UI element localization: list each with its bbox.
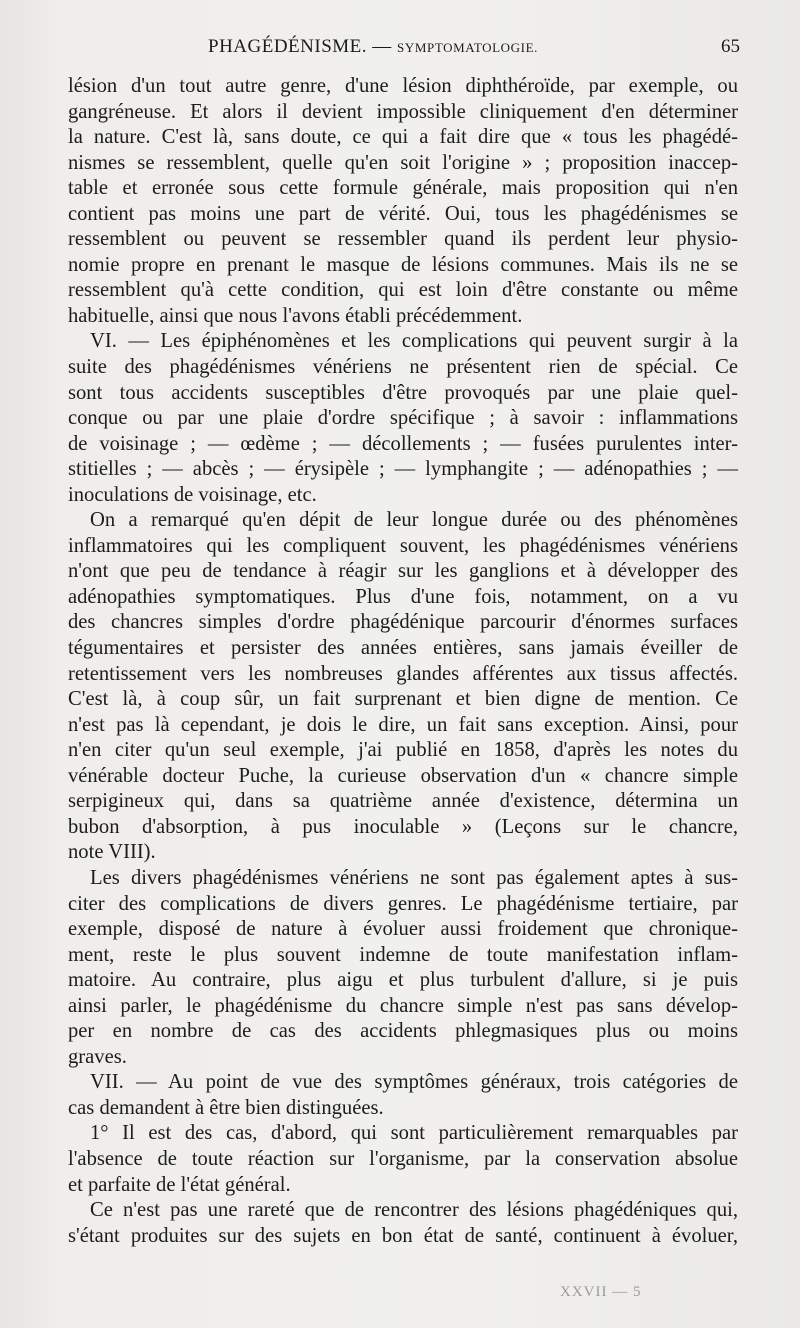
text-line: serpigineux qui, dans sa quatrième année d'existence, détermina un [68,790,738,813]
text-line: vénérable docteur Puche, la curieuse observation d'un « chancre simple [68,764,738,787]
text-line: Ce n'est pas une rareté que de rencontrer des lésions phagédéniques qui, [90,1199,738,1222]
text-line: ressemblent qu'à cette condition, qui est loin d'être constante ou même [68,279,738,302]
running-header [68,36,740,66]
text-line: bubon d'absorption, à pus inoculable » (Leçons sur le chancre, [68,815,738,838]
text-line: VII. — Au point de vue des symptômes généraux, trois catégories de [90,1071,738,1094]
text-line: nomie propre en prenant le masque de lésions communes. Mais ils ne se [68,253,738,276]
text-line: exemple, disposé de nature à évoluer aussi froidement que chronique- [68,918,738,941]
text-line: table et erronée sous cette formule générale, mais proposition qui n'en [68,177,738,200]
text-line: 1° Il est des cas, d'abord, qui sont particulièrement remarquables par [90,1122,738,1145]
text-line: cas demandent à être bien distinguées. [68,1096,384,1119]
text-line: On a remarqué qu'en dépit de leur longue durée ou des phénomènes [90,509,738,532]
text-line: inoculations de voisinage, etc. [68,483,317,506]
text-line: de voisinage ; — œdème ; — décollements ; — fusées purulentes inter- [68,432,738,455]
text-line: nismes se ressemblent, quelle qu'en soit l'origine » ; proposition inaccep- [68,151,738,174]
text-line: contient pas moins une part de vérité. Oui, tous les phagédénismes se [68,202,738,225]
text-line: ment, reste le plus souvent indemne de toute manifestation inflam- [68,943,738,966]
text-line: la nature. C'est là, sans doute, ce qui a fait dire que « tous les phagédé- [68,126,738,149]
text-line: Les divers phagédénismes vénériens ne sont pas également aptes à sus- [90,866,738,889]
text-line: s'étant produites sur des sujets en bon état de santé, continuent à évoluer, [68,1224,738,1247]
page-number: 65 [721,36,740,57]
title-main: PHAGÉDÉNISME. [208,36,368,57]
text-line: per en nombre de cas des accidents phlegmasiques plus ou moins [68,1020,738,1043]
text-line: adénopathies symptomatiques. Plus d'une fois, notamment, on a vu [68,585,738,608]
text-line: tégumentaires et persister des années entières, sans jamais éveiller de [68,637,738,660]
text-line: habituelle, ainsi que nous l'avons établi précédemment. [68,304,523,327]
text-line: l'absence de toute réaction sur l'organisme, par la conservation absolue [68,1147,738,1170]
title-separator: — [372,36,392,57]
text-line: ressemblent ou peuvent se ressembler quand ils perdent leur physio- [68,228,738,251]
text-line: inflammatoires qui les compliquent souvent, les phagédénismes vénériens [68,534,738,557]
text-line: gangréneuse. Et alors il devient impossible cliniquement d'en déterminer [68,100,738,123]
text-line: des chancres simples d'ordre phagédénique parcourir d'énormes surfaces [68,611,738,634]
text-line: stitielles ; — abcès ; — érysipèle ; — lymphangite ; — adénopathies ; — [68,458,738,481]
text-line: ainsi parler, le phagédénisme du chancre simple n'est pas sans dévelop- [68,994,738,1017]
title-section: SYMPTOMATOLOGIE. [397,40,538,55]
text-line: VI. — Les épiphénomènes et les complications qui peuvent surgir à la [90,330,738,353]
text-line: note VIII). [68,841,156,864]
text-line: n'en citer qu'un seul exemple, j'ai publié en 1858, d'après les notes du [68,739,738,762]
text-line: n'est pas là cependant, je dois le dire, un fait sans exception. Ainsi, pour [68,713,738,736]
text-line: retentissement vers les nombreuses glandes afférentes aux tissus affectés. [68,662,738,685]
text-line: n'ont que peu de tendance à réagir sur les ganglions et à développer des [68,560,738,583]
text-line: conque ou par une plaie d'ordre spécifique ; à savoir : inflammations [68,407,738,430]
text-line: suite des phagédénismes vénériens ne présentent rien de spécial. Ce [68,356,738,379]
text-line: lésion d'un tout autre genre, d'une lésion diphthéroïde, par exemple, ou [68,75,738,97]
text-line: graves. [68,1045,127,1068]
text-line: et parfaite de l'état général. [68,1173,291,1196]
text-line: citer des complications de divers genres. Le phagédénisme tertiaire, par [68,892,738,915]
text-line: sont tous accidents susceptibles d'être provoqués par une plaie quel- [68,381,738,404]
body-text [68,74,738,1249]
text-line: C'est là, à coup sûr, un fait surprenant et bien digne de mention. Ce [68,688,738,711]
signature-mark: XXVII — 5 [560,1284,642,1300]
running-title [208,36,538,58]
text-line: matoire. Au contraire, plus aigu et plus turbulent d'allure, si je puis [68,969,738,992]
